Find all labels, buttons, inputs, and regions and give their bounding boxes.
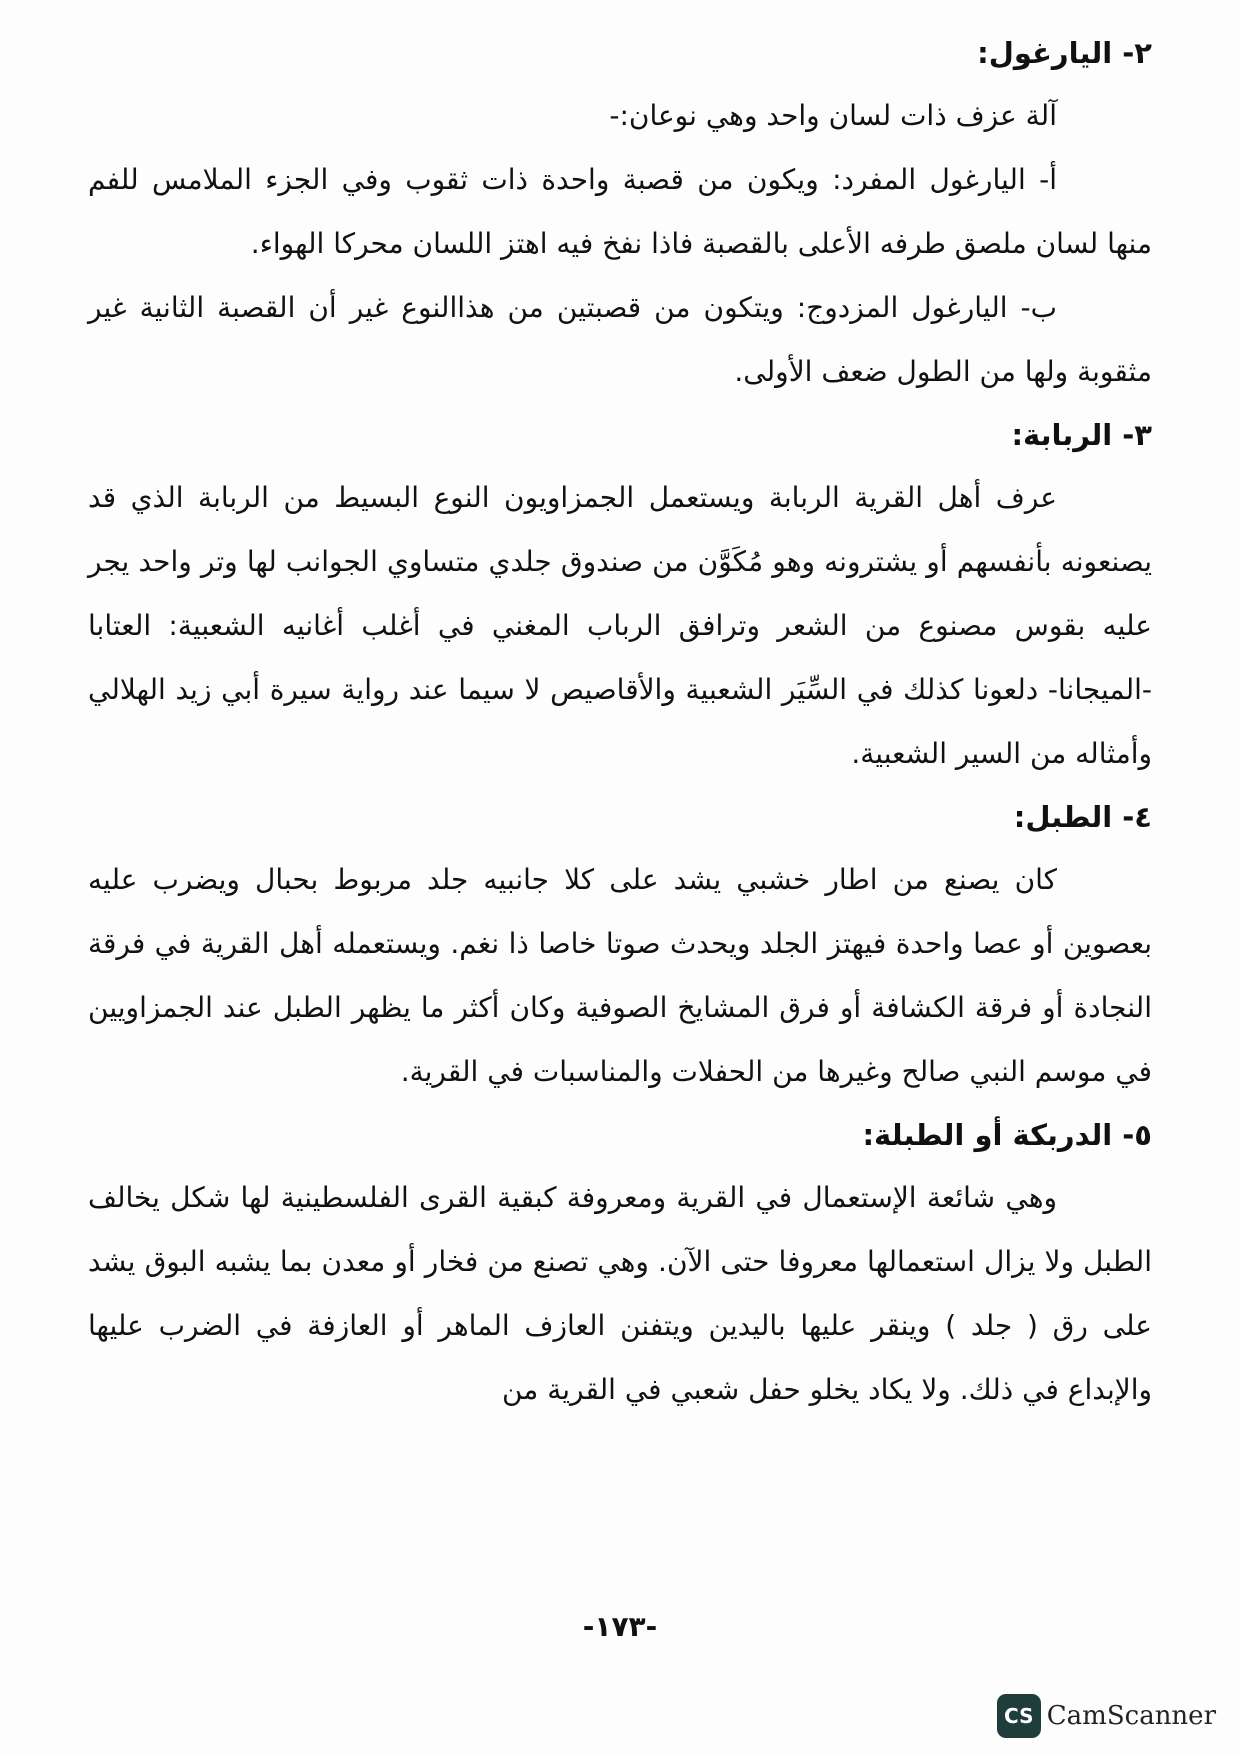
body-paragraph: كان يصنع من اطار خشبي يشد على كلا جانبيه جلد مربوط بحبال ويضرب عليه بعصوين أو عصا واحدة فيهتز الجلد ويحدث صوتا خاصا ذا نغم. ويستعمله أهل القرية في فرقة النجادة أو فرقة الكشافة أو فرق المشايخ الصوفية وكان أكثر ما يظهر الطبل عند الجمزاويين في موسم النبي صالح وغيرها من الحفلات والمناسبات في القرية. [88,863,1152,1088]
body-paragraph: ب- اليارغول المزدوج: ويتكون من قصبتين من هذاالنوع غير أن القصبة الثانية غير مثقوبة ولها من الطول ضعف الأولى. [88,291,1152,388]
section-heading: ٤- الطبل: [1013,800,1152,834]
body-paragraph: آلة عزف ذات لسان واحد وهي نوعان:- [609,99,1057,132]
camscanner-logo-icon: CS [997,1694,1041,1738]
page-number: -١٧٣- [582,1610,658,1643]
body-paragraph: وهي شائعة الإستعمال في القرية ومعروفة كبقية القرى الفلسطينية لها شكل يخالف الطبل ولا يزال استعمالها معروفا حتى الآن. وهي تصنع من فخار أو معدن بما يشبه البوق يشد على رق ( جلد ) وينقر عليها باليدين ويتفنن العازف الماهر أو العازفة في الضرب عليها والإبداع في ذلك. ولا يكاد يخلو حفل شعبي في القرية من [88,1181,1152,1406]
section-heading: ٢- اليارغول: [977,36,1152,70]
camscanner-watermark [997,1695,1216,1737]
body-paragraph: أ- اليارغول المفرد: ويكون من قصبة واحدة ذات ثقوب وفي الجزء الملامس للفم منها لسان ملصق طرفه الأعلى بالقصبة فاذا نفخ فيه اهتز اللسان محركا الهواء. [88,163,1152,260]
camscanner-label: CamScanner [1046,1701,1216,1731]
page-body [88,22,1152,1422]
section-heading: ٣- الربابة: [1011,418,1152,452]
section-heading: ٥- الدربكة أو الطبلة: [862,1118,1152,1152]
body-paragraph: عرف أهل القرية الربابة ويستعمل الجمزاويون النوع البسيط من الربابة الذي قد يصنعونه بأنفسهم أو يشترونه وهو مُكَوَّن من صندوق جلدي متساوي الجوانب لها وتر واحد يجر عليه بقوس مصنوع من الشعر وترافق الرباب المغني في أغلب أغانيه الشعبية: العتابا -الميجانا- دلعونا كذلك في السِّيَر الشعبية والأقاصيص لا سيما عند رواية سيرة أبي زيد الهلالي وأمثاله من السير الشعبية. [88,481,1152,770]
